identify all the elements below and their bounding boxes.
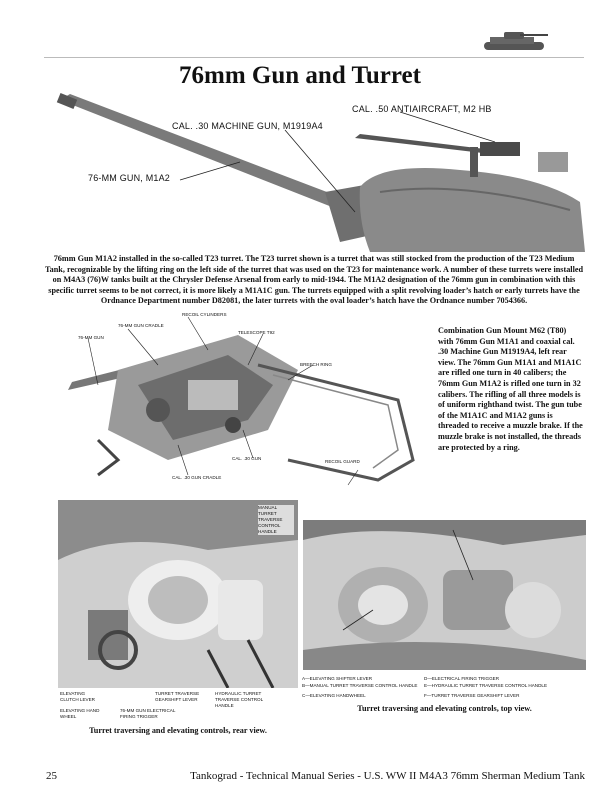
label-electrical-trigger: 76-MM GUN ELECTRICAL FIRING TRIGGER <box>120 708 176 719</box>
label-elevating-clutch: ELEVATING CLUTCH LEVER <box>60 691 95 702</box>
label-hydraulic: HYDRAULIC TURRET TRAVERSE CONTROL HANDLE <box>215 691 263 708</box>
label-gun: 76-MM GUN <box>78 335 104 340</box>
label-machine-gun: CAL. .30 MACHINE GUN, M1919A4 <box>172 121 323 131</box>
label-gun-cradle: 76-MM GUN CRADLE <box>118 323 164 328</box>
gun-mount-caption: Combination Gun Mount M62 (T80) with 76mm Gun M1A1 and coaxial cal. .30 Machine Gun M1919A4, left rear view. The 76mm Gun M1A1 and M1A1C are rifled one turn in 40 calibers; the 76mm Gun M1A2 is rifled one turn in 32 calibers. The rifling of all three models is of uniform righthand twist. The gun tube of the M1A1C and M1A2 guns is threaded to receive a muzzle brake. If the muzzle brake is not installed, the threads are protected by a ring. <box>438 326 583 452</box>
controls-rear-caption: Turret traversing and elevating controls, rear view. <box>89 726 267 735</box>
page-number: 25 <box>46 770 57 782</box>
label-recoil-guard: RECOIL GUARD <box>325 459 360 464</box>
label-76mm-gun: 76-MM GUN, M1A2 <box>88 173 171 183</box>
label-gearshift: TURRET TRAVERSE GEARSHIFT LEVER <box>155 691 200 702</box>
label-manual-traverse: MANUAL TURRET TRAVERSE CONTROL HANDLE <box>258 505 294 535</box>
label-cal30-cradle: CAL. .30 GUN CRADLE <box>172 475 222 480</box>
tank-icon <box>480 30 550 52</box>
footer-series: Tankograd - Technical Manual Series - U.S. WW II M4A3 76mm Sherman Medium Tank <box>190 770 585 782</box>
label-recoil-cylinders: RECOIL CYLINDERS <box>182 312 227 317</box>
controls-top-photo <box>303 520 586 670</box>
legend-item-f: F—TURRET TRAVERSE GEARSHIFT LEVER <box>424 693 520 698</box>
gun-mount-drawing <box>58 310 433 488</box>
label-cal30-gun: CAL. .30 GUN <box>232 456 262 461</box>
legend-item-c: C—ELEVATING HANDWHEEL <box>302 693 366 698</box>
label-elevating-wheel: ELEVATING HAND WHEEL <box>60 708 100 719</box>
legend-item-d: D—ELECTRICAL FIRING TRIGGER <box>424 676 500 681</box>
controls-top-caption: Turret traversing and elevating controls, top view. <box>357 704 532 713</box>
legend-item-e: E—HYDRAULIC TURRET TRAVERSE CONTROL HANDLE <box>424 683 548 688</box>
header-rule <box>44 57 584 58</box>
legend-item-a: A—ELEVATING SHIFTER LEVER <box>302 676 373 681</box>
turret-caption: 76mm Gun M1A2 installed in the so-called T23 turret. The T23 turret shown is a turret that was still stocked from the production of the T23 Medium Tank, recognizable by the lifting ring on the left side of the turret that was used on the T23 for maintenance work. A number of these turrets were installed on M4A3 (76)W tanks built at the Chrysler Defense Arsenal from early to mid-1944. The M1A2 designation of the 76mm gun in combination with this specific turret seems to be not correct, it is more likely a M1A1C gun. The turrets equipped with a split revolving loader’s hatch or early turrets have the Ordnance Department number D82081, the later turrets with the oval loader’s hatch have the Ordnance number 7054366. <box>44 254 584 306</box>
label-breech-ring: BREECH RING <box>300 362 332 367</box>
label-antiaircraft: CAL. .50 ANTIAIRCRAFT, M2 HB <box>352 104 492 114</box>
label-telescope: TELESCOPE T92 <box>238 330 275 335</box>
legend-item-b: B—MANUAL TURRET TRAVERSE CONTROL HANDLE <box>302 683 418 688</box>
page-title: 76mm Gun and Turret <box>179 62 421 89</box>
